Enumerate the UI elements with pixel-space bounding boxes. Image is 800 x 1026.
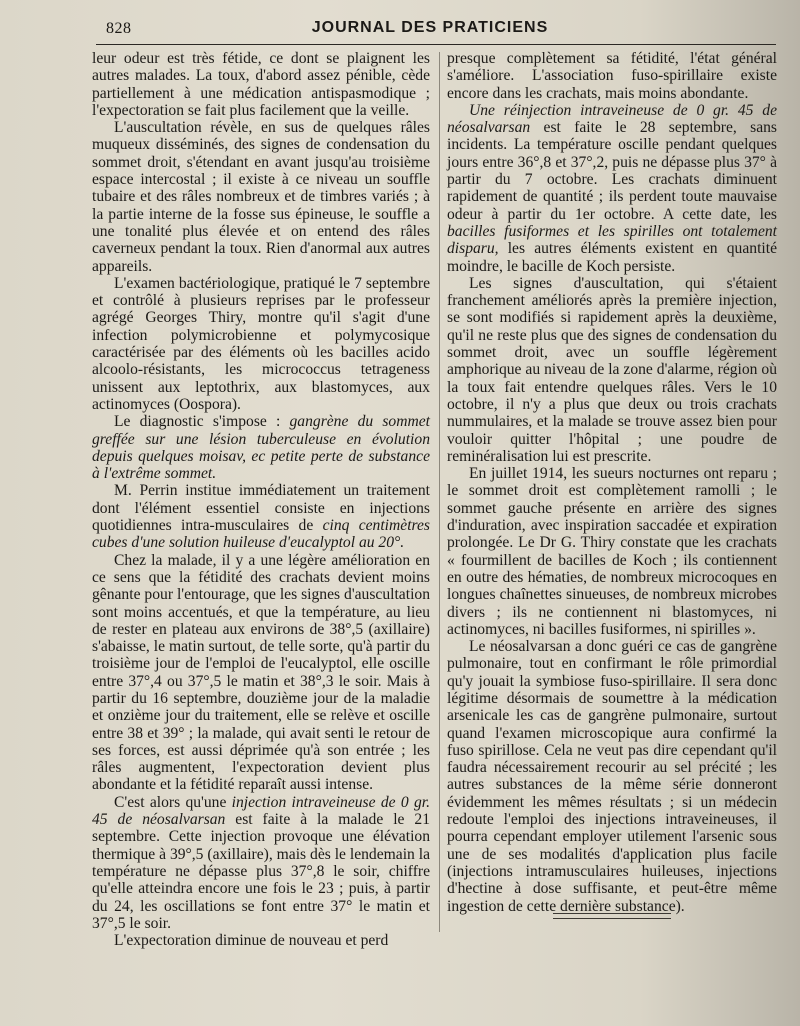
right-column: [447, 50, 777, 915]
paragraph-text: Le diagnostic s'impose :: [114, 413, 290, 431]
paragraph: L'examen bactériologique, pratiqué le 7 septembre et contrôlé à plusieurs reprises par le professeur agrégé Georges Thiry, montre qu'il s'agit d'une infection polymicrobienne et polymycosique caractérisée par des éléments où les bacilles acido alcoolo-résistants, les micrococcus tetrageness unissent aux leptothrix, aux blastomyces, aux actinomyces (Oospora).: [92, 274, 430, 413]
reinjection-italic: Une réinjection intraveineuse de 0 gr. 45 de néosalvarsan: [447, 101, 777, 137]
column-divider: [439, 52, 440, 932]
paragraph: leur odeur est très fétide, ce dont se plaignent les autres malades. La toux, d'abord assez pénible, cède partiellement à une médication antispasmodique ; l'expectoration se fait plus facilement que la veille.: [92, 50, 430, 119]
paragraph: Le néosalvarsan a donc guéri ce cas de gangrène pulmonaire, tout en confirmant le rôle primordial qu'y jouait la symbiose fuso-spirillaire. Il sera donc légitime désormais de soumettre à la médication arsenicale les cas de gangrène pulmonaire, surtout quand l'examen microscopique aura confirmé la fuso spirillose. Cela ne veut pas dire cependant qu'il faudra nécessairement recourir au sel précité ; les autres substances de la même série donneront évidemment les mêmes résultats ; si un médecin redoute l'emploi des injections intraveineuses, il pourra cependant employer utilement l'arsenic sous une de ses modalités d'application plus facile (injections intramusculaires huileuses, injections d'hectine à dose suffisante, et peut-être même ingestion de cette dernière substance).: [447, 638, 777, 915]
paragraph: L'auscultation révèle, en sus de quelques râles muqueux disséminés, des signes de condensation du sommet droit, s'étendant en avant jusqu'au troisième espace intercostal ; il existe à ce niveau un souffle tubaire et des râles nombreux et de timbres variés ; à la partie interne de la fosse sus épineuse, le souffle a une tonalité plus élevée et on entend des râles caverneux pendant la toux. Rien d'anormal aux autres appareils.: [92, 119, 430, 275]
paragraph-text: C'est alors qu'une: [114, 793, 232, 811]
paragraph: [92, 482, 430, 551]
paragraph: L'expectoration diminue de nouveau et perd: [114, 932, 389, 950]
paragraph-text: est faite à la malade le 21 septembre. Cette injection provoque une élévation thermique à 39°,5 (axillaire), mais dès le lendemain la température ne dépasse plus 37°,8 le soir, chiffre qu'elle atteindra encore une fois le 23 ; puis, à partir du 24, les oscillations se font entre 37° le matin et 37°,5 le soir.: [92, 811, 430, 932]
paragraph: [447, 102, 777, 275]
paragraph-text: M. Perrin institue immédiatement un traitement dont l'élément essentiel consiste en injections quotidiennes intra-musculaires de: [92, 482, 430, 535]
paragraph-text: les autres éléments existent en quantité moindre, le bacille de Koch persiste.: [447, 240, 777, 275]
bacilli-italic: bacilles fusiformes et les spirilles ont totalement disparu,: [447, 222, 777, 258]
paragraph: [92, 794, 430, 932]
treatment-italic: cinq centimètres cubes d'une solution huileuse d'eucalyptol au 20°.: [92, 517, 431, 552]
paragraph: [92, 413, 430, 482]
header-rule: [96, 44, 776, 45]
running-head: JOURNAL DES PRATICIENS: [311, 19, 549, 36]
diagnosis-italic: gangrène du sommet greffée sur une lésion tuberculeuse en évolution depuis quelques moisav, ec petite perte de substance à l'extrême sommet.: [92, 413, 430, 483]
page-number: 828: [106, 20, 132, 37]
paragraph: Chez la malade, il y a une légère amélioration en ce sens que la fétidité des crachats devient moins gênante pour l'entourage, que les signes d'auscultation sont moins accentués, et que la température, au lieu de rester en plateau aux environs de 38°,5 (axillaire) s'abaisse, le matin surtout, de telle sorte, qu'à partir du troisième jour de l'emploi de l'eucalyptol, elle oscille entre 37°,4 ou 37°,5 le matin et 38°,3 le soir. Mais à partir du 16 septembre, douzième jour de la maladie et onzième jour du traitement, elle se relève et oscille entre 38 et 39° ; la malade, qui avait senti le retour de ses forces, est aussi déprimée qu'à son entrée ; les râles augmentent, l'expectoration devient plus abondante et la fétidité reparaît aussi intense.: [92, 551, 430, 794]
paragraph: En juillet 1914, les sueurs nocturnes ont reparu ; le sommet droit est complètement ramolli ; le sommet gauche présente en arrière des signes d'induration, avec inspiration saccadée et expiration prolongée. Le Dr G. Thiry constate que les crachats « fourmillent de bacilles de Koch ; ils contiennent en outre des hématies, de nombreux microcoques en longues chaînettes sinueuses, de nombreux microbes divers ; ils ne contiennent ni blastomyces, ni actinomyces, ni bacilles fusiformes, ni spirilles ».: [447, 465, 777, 638]
paragraph: Les signes d'auscultation, qui s'étaient franchement améliorés après la première injection, se sont modifiés si rapidement après la deuxième, qu'il ne reste plus que des signes de condensation du sommet droit, avec un souffle légèrement amphorique au niveau de la zone d'alarme, région où la toux fait entendre quelques râles. Vers le 10 octobre, il n'y a plus que deux ou trois crachats nummulaires, et la malade se trouve assez bien pour vouloir quitter l'hôpital ; une poudre de reminéralisation lui est prescrite.: [447, 274, 777, 465]
left-column: [92, 50, 430, 949]
injection-italic: injection intraveineuse de 0 gr. 45 de néosalvarsan: [92, 793, 430, 829]
end-rule: [553, 913, 671, 919]
page-header: [100, 14, 760, 40]
paragraph: presque complètement sa fétidité, l'état général s'améliore. L'association fuso-spirillaire existe encore dans les crachats, mais moins abondante.: [447, 50, 777, 102]
paragraph-text: est faite le 28 septembre, sans incidents. La température oscille pendant quelques jours entre 36°,8 et 37°,2, puis ne dépasse plus 37° à partir du 7 octobre. Les crachats diminuent rapidement de quantité ; ils perdent toute mauvaise odeur à partir du 1er octobre. A cette date, les: [447, 119, 777, 223]
